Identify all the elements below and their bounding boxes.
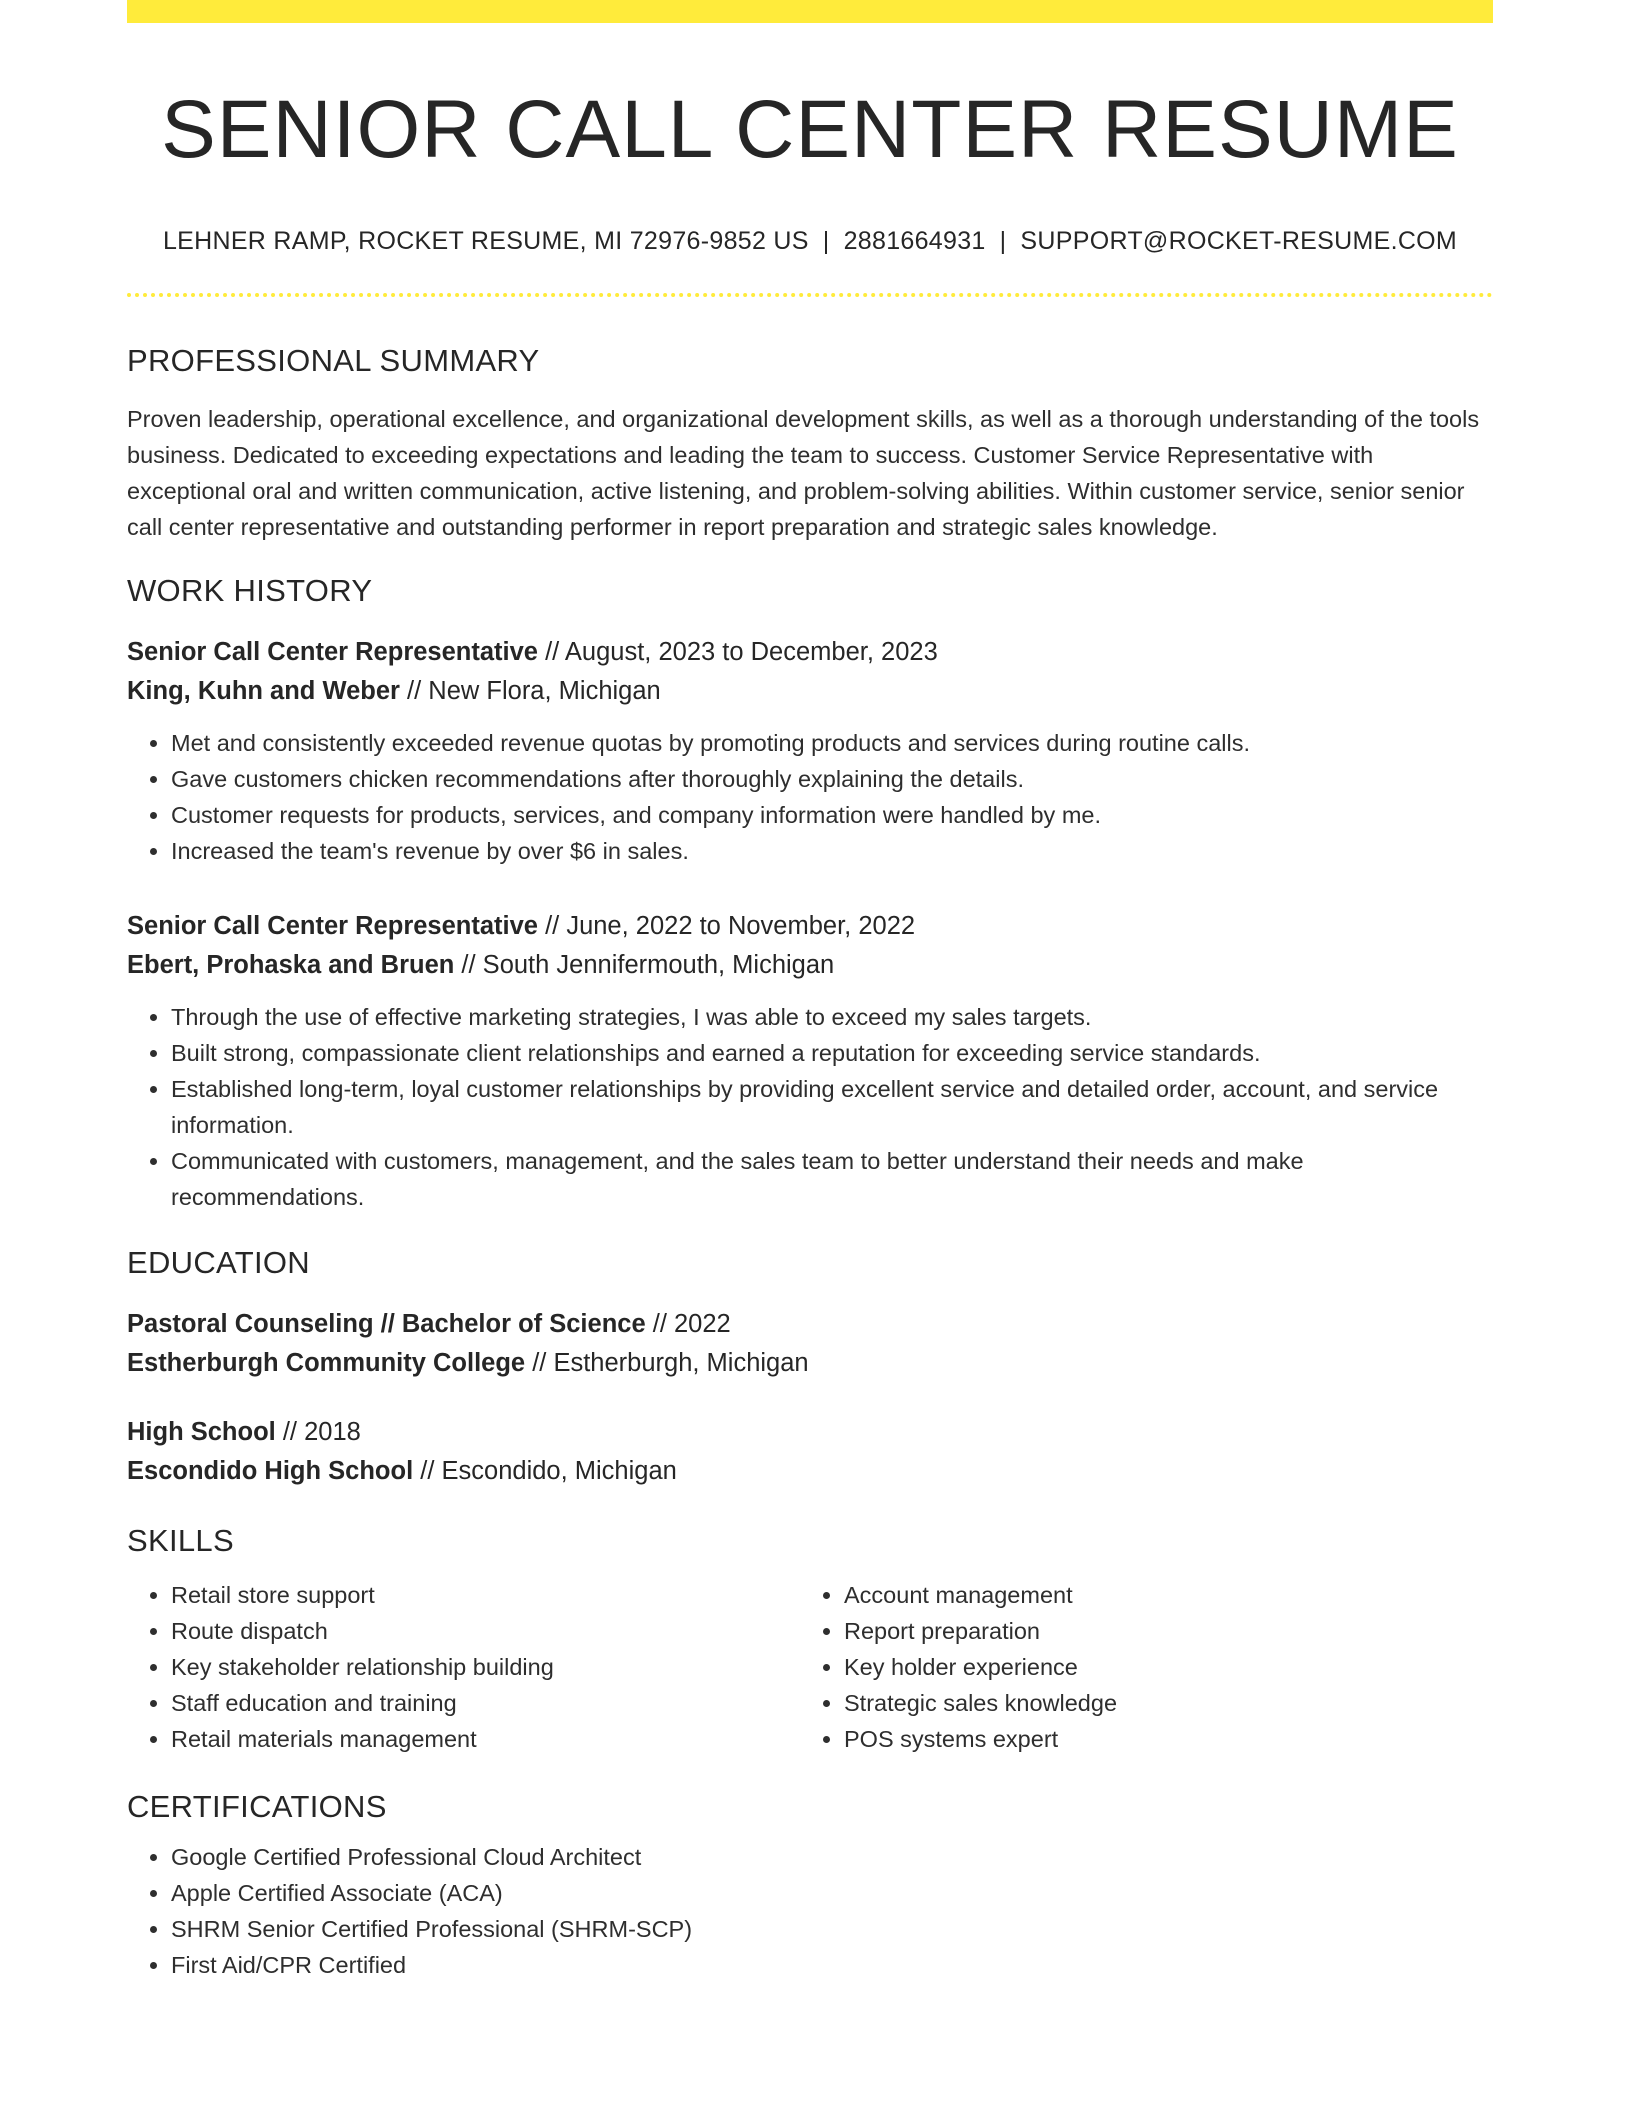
certifications-list [127,1839,1493,1983]
contact-phone: 2881664931 [843,227,986,256]
list-item: • Met and consistently exceeded revenue quotas by promoting products and services during routine calls. [171,725,1493,761]
job-title-line [127,633,1493,672]
list-item: • Google Certified Professional Cloud Architect [171,1839,1493,1875]
education-degree: Pastoral Counseling // Bachelor of Science [127,1310,646,1339]
list-item: • Gave customers chicken recommendations after thoroughly explaining the details. [171,761,1493,797]
list-item: • Staff education and training [171,1685,800,1721]
contact-separator: | [999,227,1007,256]
job-company-line [127,946,1493,985]
resume-title: SENIOR CALL CENTER RESUME [161,84,1459,175]
education-year: // 2022 [645,1310,731,1339]
skills-column-left [127,1577,800,1757]
list-item: • Key stakeholder relationship building [171,1649,800,1685]
job-bullets [127,725,1493,869]
job-company-line [127,672,1493,711]
education-school-line [127,1344,1493,1383]
contact-address: LEHNER RAMP, ROCKET RESUME, MI 72976-9852 US [162,227,809,256]
list-item: • Key holder experience [844,1649,1473,1685]
education-heading: EDUCATION [127,1245,310,1281]
list-item: • Retail materials management [171,1721,800,1757]
list-item: • SHRM Senior Certified Professional (SHRM-SCP) [171,1911,1493,1947]
job-title: Senior Call Center Representative [127,912,538,941]
education-school-line [127,1452,1493,1491]
resume-page [127,0,1493,1983]
education-degree-line [127,1413,1493,1452]
skills-grid [127,1577,1493,1757]
education-degree: High School [127,1418,276,1447]
job-dates: // August, 2023 to December, 2023 [537,638,938,667]
certifications-heading: CERTIFICATIONS [127,1789,387,1825]
list-item: • First Aid/CPR Certified [171,1947,1493,1983]
list-item: • Route dispatch [171,1613,800,1649]
education-school: Estherburgh Community College [127,1349,526,1378]
summary-text: Proven leadership, operational excellence, and organizational development skills, as well as a thorough understanding of the tools business. Dedicated to exceeding expectations and leading the team to success. Customer Service Representative with exceptional oral and written communication, active listening, and problem-solving abilities. Within customer service, senior senior call center representative and outstanding performer in report preparation and strategic sales knowledge. [127,406,1480,541]
education-location: // Estherburgh, Michigan [525,1349,809,1378]
job-entry [127,907,1493,1215]
skills-heading: SKILLS [127,1523,234,1559]
list-item: • Established long-term, loyal customer relationships by providing excellent service and detailed order, account, and service information. [171,1071,1493,1143]
list-item: • POS systems expert [844,1721,1473,1757]
contact-separator: | [822,227,830,256]
list-item: • Built strong, compassionate client relationships and earned a reputation for exceeding service standards. [171,1035,1493,1071]
education-year: // 2018 [275,1418,361,1447]
summary-heading: PROFESSIONAL SUMMARY [127,343,540,379]
job-entry [127,633,1493,869]
job-title-line [127,907,1493,946]
education-degree-line [127,1305,1493,1344]
work-history-heading: WORK HISTORY [127,573,373,609]
accent-top-bar [127,0,1493,23]
list-item: • Through the use of effective marketing strategies, I was able to exceed my sales targets. [171,999,1493,1035]
job-dates: // June, 2022 to November, 2022 [537,912,916,941]
job-title: Senior Call Center Representative [127,638,538,667]
job-bullets [127,999,1493,1215]
job-company: King, Kuhn and Weber [127,677,400,706]
list-item: • Account management [844,1577,1473,1613]
list-item: • Communicated with customers, management, and the sales team to better understand their needs and make recommendations. [171,1143,1493,1215]
list-item: • Apple Certified Associate (ACA) [171,1875,1493,1911]
contact-line [127,227,1493,256]
education-entry [127,1413,1493,1491]
job-location: // New Flora, Michigan [399,677,661,706]
education-school: Escondido High School [127,1457,414,1486]
job-location: // South Jennifermouth, Michigan [454,951,835,980]
list-item: • Retail store support [171,1577,800,1613]
education-location: // Escondido, Michigan [413,1457,677,1486]
list-item: • Report preparation [844,1613,1473,1649]
contact-email: SUPPORT@ROCKET-RESUME.COM [1020,227,1458,256]
list-item: • Increased the team's revenue by over $6 in sales. [171,833,1493,869]
job-company: Ebert, Prohaska and Bruen [127,951,455,980]
education-entry [127,1305,1493,1383]
list-item: • Customer requests for products, services, and company information were handled by me. [171,797,1493,833]
skills-column-right [800,1577,1473,1757]
list-item: • Strategic sales knowledge [844,1685,1473,1721]
dotted-divider [127,293,1493,297]
